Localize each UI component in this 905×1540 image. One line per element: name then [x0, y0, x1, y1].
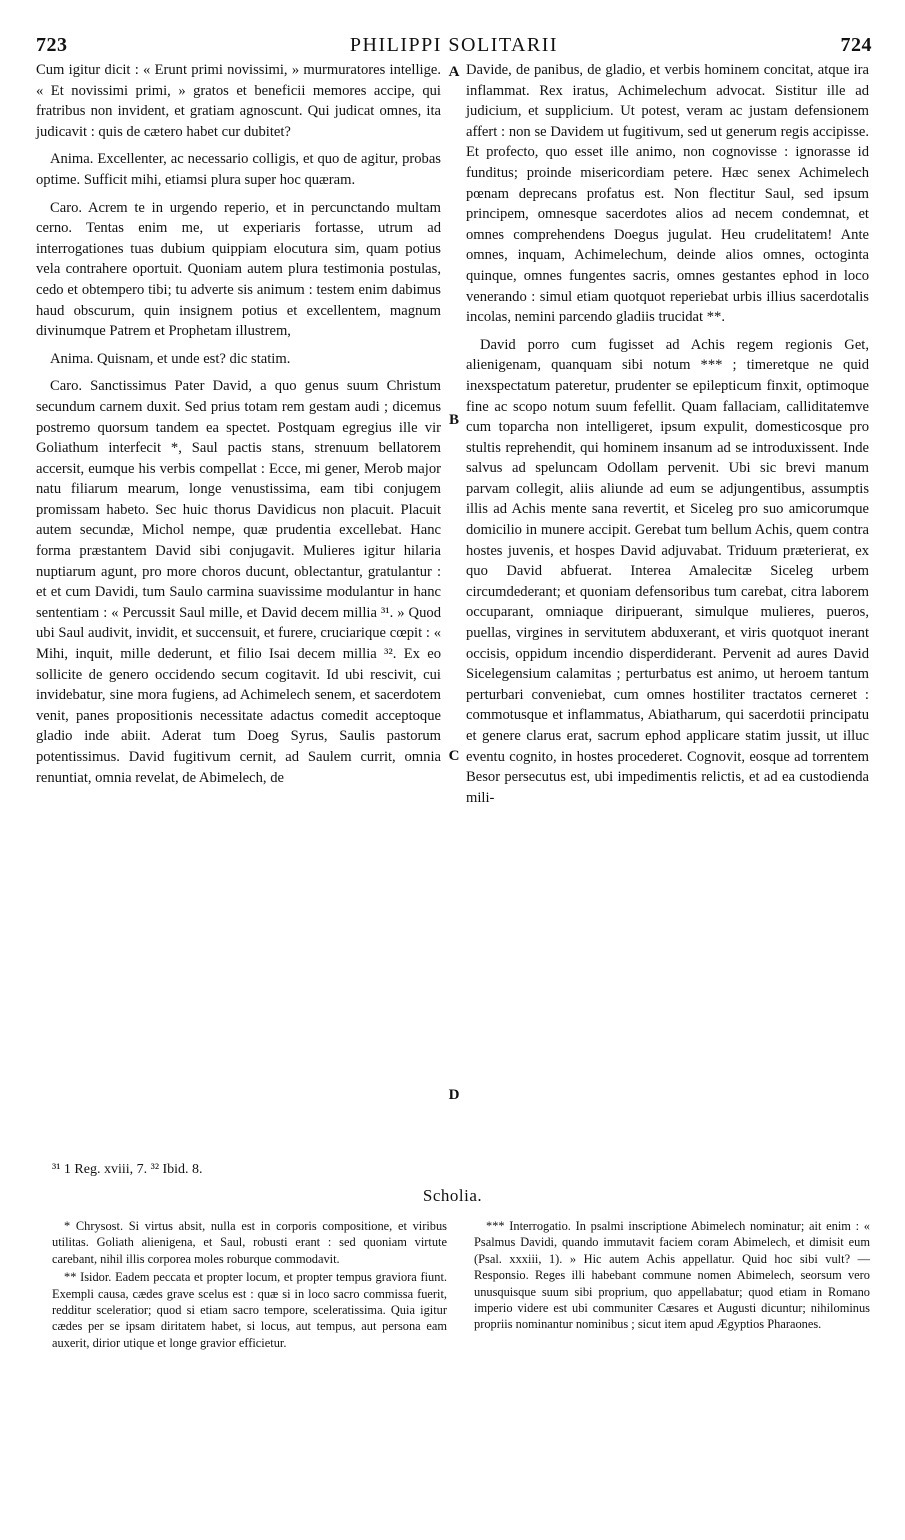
- page-number-right: 724: [840, 34, 872, 56]
- margin-letter-b: B: [448, 412, 459, 428]
- scholion: ** Isidor. Eadem peccata et propter locum, et propter tempus graviora fiunt. Exempli causa, cædes grave scelus est : quæ si in loco sacro commissa fuerit, redditur sceleratior; quod si etiam sacro tempore, sceleratissima. Quia igitur cædes per se ipsam diritatem habet, si locus, aut tempus, aut persona eam auxerit, dirior utique et longe gravior efficietur.: [52, 1270, 447, 1350]
- margin-letter-c: C: [448, 748, 460, 764]
- paragraph: Caro. Sanctissimus Pater David, a quo genus suum Christum secundum carnem duxit. Sed prius totam rem gestam audi ; dicemus postremo quorsum tandem ea spectet. Postquam egregius ille vir Goliathum interfecit *, Saul pactis stans, strenuum bellatorem accersit, eumque his verbis compellat : Ecce, mi gener, Merob major natu filiarum mearum, longe venustissima, eam tibi conjugem promissam habeto. Sec huic thorus Davidicus non placuit. Placuit autem secundæ, Michol nempe, quæ prudentia excellebat. Hanc forma præstantem David sibi conjugavit. Mulieres igitur hilaria nuptiarum agunt, pro more choros ducunt, oblectantur, gratulantur : et et cum Davidi, tum Saulo carmina suavissime modulantur in hanc sententiam : « Percussit Saul mille, et David decem millia ³¹. » Quod ubi Saul audivit, invidit, et succensuit, et furere, cruciarique cœpit : « Mihi, inquit, mille dederunt, et filio Isai decem millia ³². Ex eo sollicite de genero occidendo secum cogitavit. Id ubi rescivit, cui invidebatur, sine mora fugiens, ad Achimelech senem, et sacerdotem venit, panes propositionis necessitate adactus comedit acceptoque gladio inde abiit. Aderat tum Doeg Syrus, Saulis pastorum potentissimus. David fugitivum cernit, ad Saulem currit, omnia renuntiat, omnia revelat, de Abimelech, de: [36, 378, 441, 786]
- footnotes: ³¹ 1 Reg. xviii, 7. ³² Ibid. 8.: [52, 1162, 203, 1177]
- paragraph: Cum igitur dicit : « Erunt primi novissimi, » murmuratores intellige. « Et novissimi primi, » gratos et beneficii memores accipe, qui fratribus non invident, et gratiam agnoscunt. Qui judicat omnes, ita judicavit : quis de cætero habet cur dubitet?: [36, 62, 441, 140]
- paragraph: Caro. Acrem te in urgendo reperio, et in percunctando multam cerno. Tentas enim me, ut experiaris fortasse, utrum ad interrogationes tuas dubium quippiam elocutura sim, quam potius vela contrahere oportuit. Quoniam autem plura testimonia postulas, cedo et obtempero tibi; tu adverte sis animum : testem enim dabimus haud obscurum, quin insignem potius et excellentem, magnum divinumque Patrem et Prophetam illustrem,: [36, 199, 441, 340]
- scholia-right-column: [474, 1218, 870, 1335]
- scholia-title: Scholia.: [422, 1186, 483, 1205]
- margin-letter-a: A: [448, 64, 460, 80]
- page-header: [36, 34, 872, 58]
- running-title: PHILIPPI SOLITARII: [349, 34, 559, 56]
- paragraph: Anima. Quisnam, et unde est? dic statim.: [50, 350, 291, 367]
- scholion: * Chrysost. Si virtus absit, nulla est in corporis compositione, et viribus utilitas. Goliath alienigena, et Saul, robusti erant : sed quoniam virtute carebant, nihil illis corporea moles roburque commodavit.: [52, 1219, 447, 1266]
- paragraph: Anima. Excellenter, ac necessario colligis, et quo de agitur, probas optime. Sufficit mihi, etiamsi plura super hoc quæram.: [36, 151, 441, 188]
- paragraph: David porro cum fugisset ad Achis regem regionis Get, alienigenam, quanquam sibi notum *** ; timeretque ne quid inexspectatum pateretur, prudenter se epilepticum finxit, optimoque fine ac scopo notum suum fefellit. Quam fallaciam, calliditatemve cum toparcha non intelligeret, ipsum expulit, domesticosque pro stultis reprehendit, qui hominem insanum ad se introduxissent. Inde salvus ad speluncam Odollam pervenit. Ubi sic brevi manum parvam collegit, aliis aliunde ad eum se adjungentibus, assumptis illis ad Achis mente sana revertit, et Siceleg pro suo amicorumque domicilio in munere accipit. Gerebat tum bellum Achis, quem contra hostes juvenis, et hospes David adjuvabat. Triduum præterierat, ex quo David abfuerat. Interea Amalecitæ Siceleg urbem circumdederant; et quoniam defensoribus tum carebat, citra laborem occuparant, omniaque diripuerant, simulque mulieres, pueros, puellas, virgines in servitutem abduxerant, et viris quotquot inerant occisis, oppidum incendio disperdiderant. Pervenit ad aures David Sicelegensium calamitas ; perturbatus est animo, ut heroem tantum perturbari conveniebat, cum omnes hostiliter tractatos cerneret : commotusque et inflammatus, Abiatharum, qui sacerdotii principatu et genere clarus erat, sacrum ephod applicare statim jussit, ut illuc eventu cognito, in hostes procederet. Cognovit, eosque ad torrentem Besor persecutus est, ubi impedimentis relictis, et ad ea custodienda mili-: [466, 336, 869, 806]
- scholia-left-column: [52, 1218, 447, 1353]
- page-number-left: 723: [36, 34, 68, 56]
- left-text-column: [36, 60, 441, 795]
- right-text-column: [466, 60, 869, 815]
- paragraph: Davide, de panibus, de gladio, et verbis hominem concitat, atque ira inflammat. Rex iratus, Achimelechum advocat. Sistitur ille ad judicium, et supplicium. Ut potest, veram ac justam defensionem affert : non se Davidem ut fugitivum, sed ut generum regis accipisse. Et profecto, quo esset ille animo, non cognovisse : ignorasse id funditus; proinde misericordiam petere. Hæc senex Achimelech pœnam deprecans profatus est. Non flectitur Saul, sed ipsum principem, omnesque sacerdotes alios ad necem condemnat, et omnes comprehendens Doegus jugulat. Heu crudelitatem! Ante omnes, inquam, Achimelechum, deinde alios omnes, octoginta quinque, omnes fungentes sacris, omnes gestantes ephod in loco venerando : simul etiam quotquot reperiebat urbis illius sacerdotalis incolas, nemini parcendo gladiis trucidat **.: [466, 62, 869, 326]
- margin-letter-d: D: [448, 1087, 460, 1103]
- scholion: *** Interrogatio. In psalmi inscriptione Abimelech nominatur; ait enim : « Psalmus Davidi, quando immutavit faciem coram Abimelech, et dimisit eum (Psal. xxxiii, 1). » Hic autem Achis appellatur. Quid hoc sibi vult? — Responsio. Reges illi habebant commune nomen Abimelech, seorsum vero unusquisque suum sibi proprium, quo appellabatur; quod etiam in Romano imperio videre est ubi communiter Cæsares et Augusti dicuntur; nihilominus propriis nominantur nominibus ; sicut item apud Ægyptios Pharaones.: [474, 1219, 870, 1332]
